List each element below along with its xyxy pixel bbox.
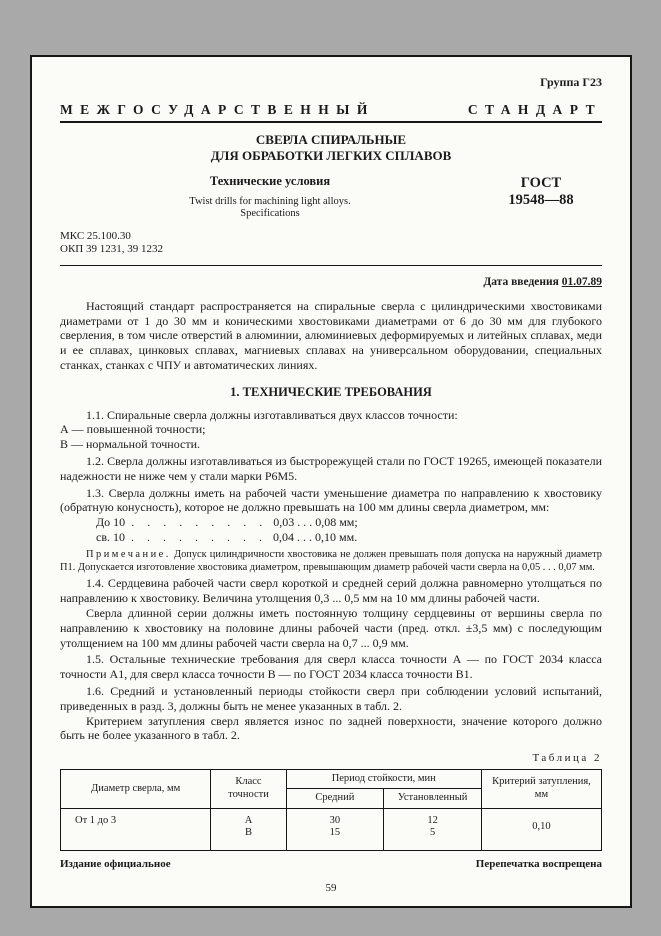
column-header-wear-criterion: Критерий затупления, мм (481, 769, 601, 808)
header-rule (60, 265, 602, 266)
paragraph-1-4b: Сверла длинной серии должны иметь постоянную толщину сердцевины от вершины сверла по направлению к хвостовику на половине длины рабочей части (пред. откл. ±3,5 мм) с последующим утолщением на 100 мм длины рабочей части сверла на 0,7 ... 0,9 мм. (60, 605, 602, 650)
page-footer (60, 850, 602, 896)
subtitle-english-line-2: Specifications (240, 208, 300, 220)
accuracy-class-value: В (244, 827, 252, 839)
standard-kind-word-2: СТАНДАРТ (467, 101, 602, 117)
standard-kind-word-1: МЕЖГОСУДАРСТВЕННЫЙ (60, 101, 375, 117)
reprint-prohibited-label: Перепечатка воспрещена (475, 858, 602, 871)
established-period-value: 12 (427, 814, 438, 826)
column-header-established: Установленный (384, 789, 482, 809)
accuracy-class-value: А (244, 814, 253, 826)
subtitle-english-line-1: Twist drills for machining light alloys. (189, 195, 351, 207)
document-title-line-2: ДЛЯ ОБРАБОТКИ ЛЕГКИХ СПЛАВОВ (210, 147, 452, 163)
dot-leader: . . . . . . . . . (131, 529, 267, 544)
introduction-date-label: Дата введения (483, 276, 559, 288)
paragraph-1-2: 1.2. Сверла должны изготавливаться из быстрорежущей стали по ГОСТ 19265, имеющей показатели надежности не ниже чем у стали марки Р6М5. (60, 453, 602, 483)
note-label: Примечание. (86, 548, 171, 560)
mks-code: МКС 25.100.30 (60, 229, 131, 242)
paragraph-1-6a: 1.6. Средний и установленный периоды стойкости сверл при соблюдении условий испытаний, приведенных в разд. 3, должны быть не менее указанных в табл. 2. (60, 683, 602, 713)
subtitle-russian: Технические условия (209, 174, 331, 188)
taper-limit-2-label: св. 10 (96, 529, 125, 544)
table-caption: Таблица 2 (532, 752, 602, 765)
footer-rule (60, 850, 602, 852)
standard-number-line-2: 19548—88 (508, 192, 574, 208)
paragraph-1-3: 1.3. Сверла должны иметь на рабочей части уменьшение диаметра по направлению к хвостовику (обратную конусность), которое не должно превышать на 100 мм длины сверла диаметром, мм: (60, 485, 602, 515)
established-period-value: 5 (429, 827, 436, 839)
taper-limit-line-1 (60, 515, 602, 530)
accuracy-class-b-line: В — нормальной точности. (60, 437, 201, 452)
document-page (30, 55, 632, 908)
paragraph-1-6b: Критерием затупления сверл является износ по задней поверхности, значение которого должно быть не более указанного в табл. 2. (60, 713, 602, 743)
column-header-durability-period: Период стойкости, мин (286, 769, 481, 789)
classification-codes (60, 230, 602, 257)
standard-kind-heading (60, 103, 602, 118)
average-period-value: 15 (329, 827, 341, 839)
cell-average-period (286, 808, 384, 850)
diameter-range-value: От 1 до 3 (75, 814, 117, 826)
footer-row (60, 857, 602, 872)
taper-limit-1-label: До 10 (96, 515, 126, 530)
intro-paragraph: Настоящий стандарт распространяется на спиральные сверла с цилиндрическими хвостовиками диаметрами от 1 до 30 мм и коническими хвостовиками диаметрами от 6 до 30 мм для глубокого сверления, в том числе отверстий в алюминии, алюминиевых деформируемых и литейных сплавах, меди и ее сплавах, цинковых сплавах, магниевых сплавах на универсальном оборудовании, специальных станках, станках с ЧПУ и автоматических линиях. (60, 298, 602, 372)
table-row (61, 808, 602, 850)
durability-table (60, 769, 602, 850)
standard-number-line-1: ГОСТ (520, 175, 562, 191)
section-1-heading: 1. ТЕХНИЧЕСКИЕ ТРЕБОВАНИЯ (230, 384, 432, 399)
taper-limit-1-value: 0,03 . . . 0,08 мм; (273, 515, 358, 530)
introduction-date (60, 275, 602, 290)
cell-established-period (384, 808, 482, 850)
taper-limit-2-value: 0,04 . . . 0,10 мм. (273, 529, 358, 544)
paragraph-1-5: 1.5. Остальные технические требования для сверл класса точности А — по ГОСТ 2034 класса точности А1, для сверл класса точности В — по ГОСТ 2034 класса точности В1. (60, 652, 602, 682)
table-header-row-1 (61, 769, 602, 789)
document-title-line-1: СВЕРЛА СПИРАЛЬНЫЕ (255, 132, 407, 147)
column-header-diameter: Диаметр сверла, мм (61, 769, 211, 808)
page-content (32, 57, 630, 906)
group-code: Группа Г23 (540, 75, 602, 89)
page-number: 59 (325, 882, 337, 895)
taper-limit-line-2 (60, 530, 602, 545)
note-paragraph (60, 549, 602, 575)
accuracy-class-a-line: А — повышенной точности; (60, 422, 206, 437)
cell-diameter-range (61, 808, 211, 850)
wear-criterion-value: 0,10 (532, 821, 551, 833)
subtitle-english (60, 196, 480, 221)
okp-code: ОКП 39 1231, 39 1232 (60, 243, 163, 256)
paragraph-1-1: 1.1. Спиральные сверла должны изготавливаться двух классов точности: (86, 407, 458, 422)
dot-leader: . . . . . . . . . (131, 515, 268, 530)
cell-accuracy-classes (211, 808, 286, 850)
note-text: Допуск цилиндричности хвостовика не должен превышать поля допуска на наружный диаметр П1. Допускается изготовление хвостовика диаметром, превышающим диаметр рабочей части сверла на 0,05 . . . 0,07 мм. (60, 548, 602, 573)
cell-wear-criterion (481, 808, 601, 850)
column-header-accuracy-class: Класс точности (211, 769, 286, 808)
subtitle-row (60, 174, 602, 221)
column-header-average: Средний (286, 789, 384, 809)
subtitle-block (60, 174, 480, 221)
document-title (60, 132, 602, 163)
official-edition-label: Издание официальное (60, 858, 171, 871)
average-period-value: 30 (329, 814, 341, 826)
introduction-date-value: 01.07.89 (561, 276, 602, 288)
standard-number (480, 175, 602, 221)
paragraph-1-4a: 1.4. Сердцевина рабочей части сверл короткой и средней серий должна равномерно утолщаться по направлению к хвостовику. Величина утолщения 0,3 ... 0,5 мм на 10 мм длины рабочей части. (60, 576, 602, 606)
header-thick-rule (60, 121, 602, 123)
